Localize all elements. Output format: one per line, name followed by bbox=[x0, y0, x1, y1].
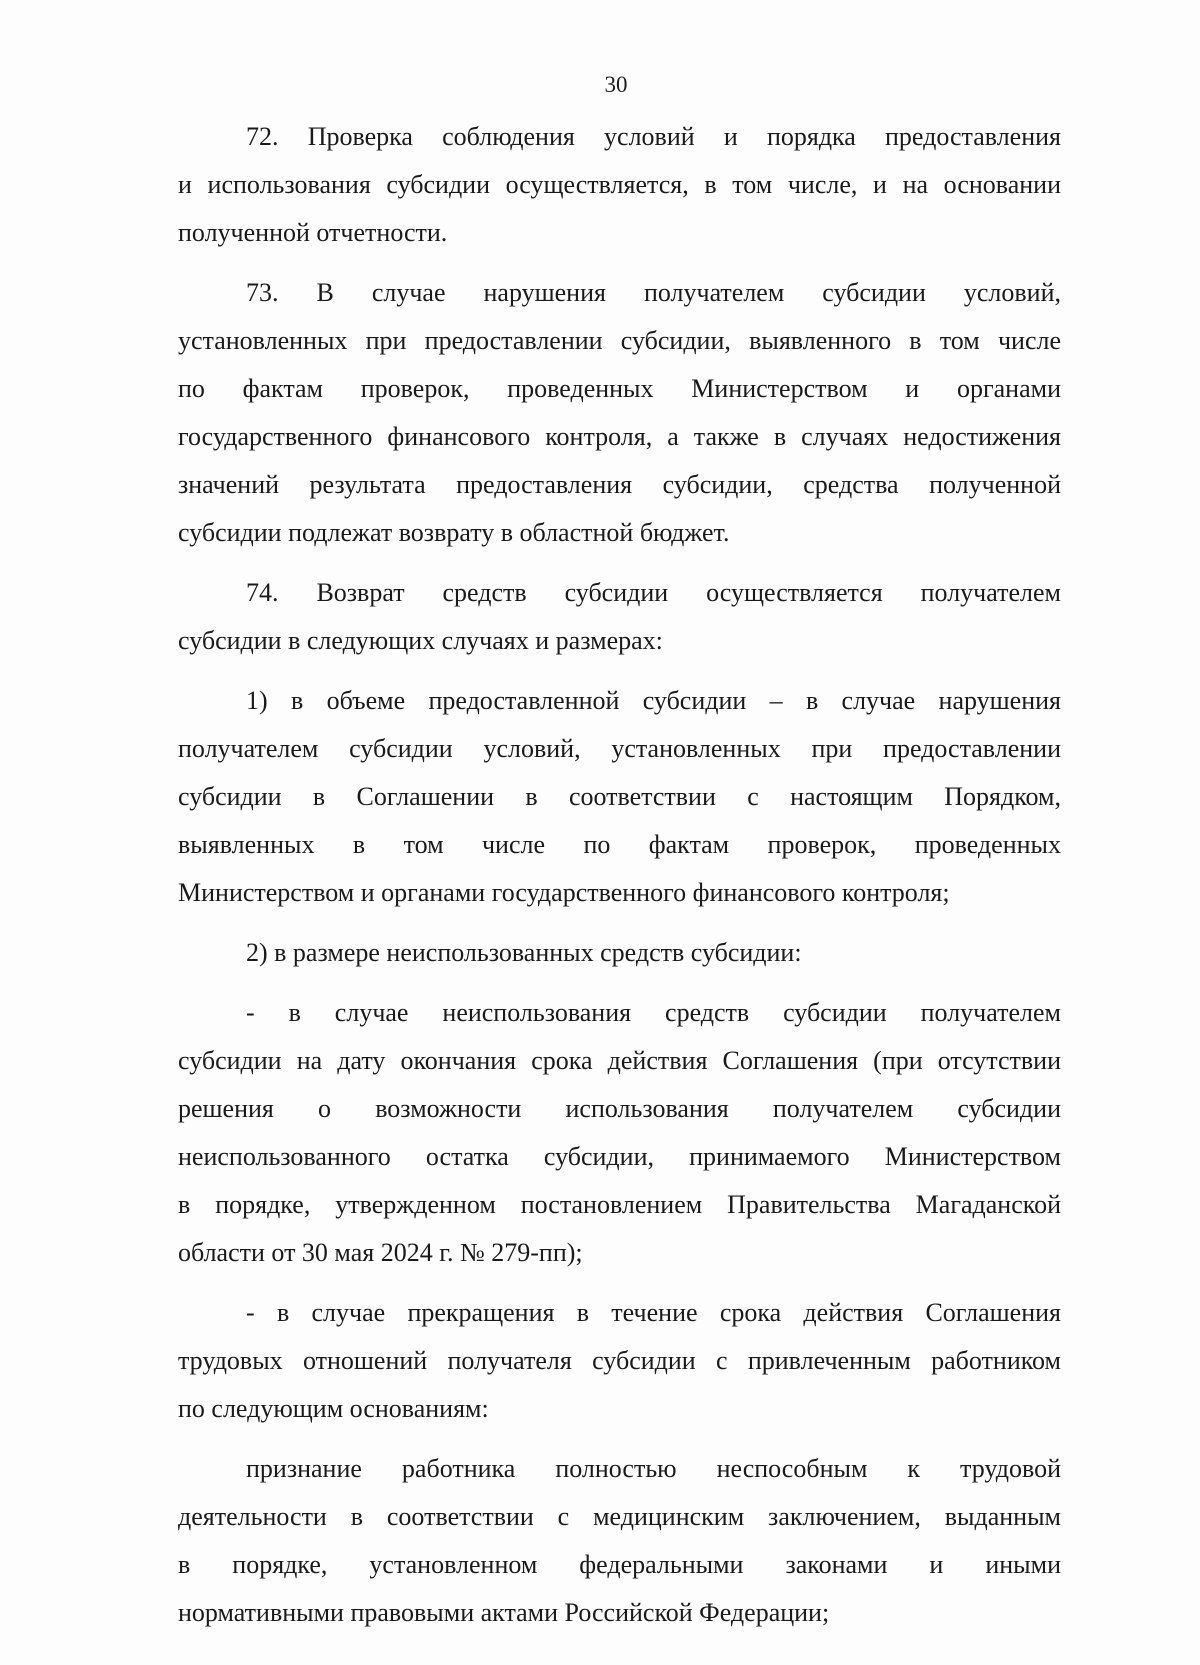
text-line: субсидии на дату окончания срока действия Соглашения (при отсутствии bbox=[178, 1046, 1061, 1075]
paragraph-74-item-1 bbox=[178, 677, 1061, 917]
text-line: нормативными правовыми актами Российской Федерации; bbox=[178, 1598, 830, 1627]
paragraph-73 bbox=[178, 269, 1061, 557]
paragraph-grounds-item-1 bbox=[178, 1445, 1061, 1637]
text-line: государственного финансового контроля, а также в случаях недостижения bbox=[178, 422, 1061, 451]
text-line: - в случае неиспользования средств субсидии получателем bbox=[246, 998, 1061, 1027]
text-line: 74. Возврат средств субсидии осуществляется получателем bbox=[246, 578, 1061, 607]
text-line: субсидии в Соглашении в соответствии с настоящим Порядком, bbox=[178, 782, 1061, 811]
text-line: выявленных в том числе по фактам проверок, проведенных bbox=[178, 830, 1061, 859]
text-line: трудовых отношений получателя субсидии с привлеченным работником bbox=[178, 1346, 1061, 1375]
text-line: по фактам проверок, проведенных Министерством и органами bbox=[178, 374, 1061, 403]
text-line: установленных при предоставлении субсидии, выявленного в том числе bbox=[178, 326, 1061, 355]
text-line: в порядке, установленном федеральными законами и иными bbox=[178, 1550, 1061, 1579]
text-line: - в случае прекращения в течение срока действия Соглашения bbox=[246, 1298, 1061, 1327]
paragraph-74-item-2-dash-1 bbox=[178, 989, 1061, 1277]
text-line: неиспользованного остатка субсидии, принимаемого Министерством bbox=[178, 1142, 1061, 1171]
page-number: 30 bbox=[604, 72, 628, 97]
text-line: и использования субсидии осуществляется, в том числе, и на основании bbox=[178, 170, 1061, 199]
document-body bbox=[178, 113, 1061, 1637]
text-line: признание работника полностью неспособным к трудовой bbox=[246, 1454, 1061, 1483]
text-line: в порядке, утвержденном постановлением Правительства Магаданской bbox=[178, 1190, 1061, 1219]
paragraph-74-item-2 bbox=[178, 929, 1061, 977]
text-line: субсидии в следующих случаях и размерах: bbox=[178, 626, 663, 655]
text-line: получателем субсидии условий, установленных при предоставлении bbox=[178, 734, 1061, 763]
text-line: решения о возможности использования получателем субсидии bbox=[178, 1094, 1061, 1123]
paragraph-74 bbox=[178, 569, 1061, 665]
text-line: полученной отчетности. bbox=[178, 218, 448, 247]
text-line: 73. В случае нарушения получателем субсидии условий, bbox=[246, 278, 1061, 307]
text-line: значений результата предоставления субсидии, средства полученной bbox=[178, 470, 1061, 499]
text-line: 2) в размере неиспользованных средств субсидии: bbox=[246, 938, 802, 967]
paragraph-74-item-2-dash-2 bbox=[178, 1289, 1061, 1433]
text-line: 72. Проверка соблюдения условий и порядка предоставления bbox=[246, 122, 1061, 151]
paragraph-72 bbox=[178, 113, 1061, 257]
text-line: деятельности в соответствии с медицинским заключением, выданным bbox=[178, 1502, 1061, 1531]
text-line: области от 30 мая 2024 г. № 279-пп); bbox=[178, 1238, 583, 1267]
text-line: субсидии подлежат возврату в областной бюджет. bbox=[178, 518, 730, 547]
text-line: по следующим основаниям: bbox=[178, 1394, 489, 1423]
text-line: Министерством и органами государственного финансового контроля; bbox=[178, 878, 950, 907]
text-line: 1) в объеме предоставленной субсидии – в случае нарушения bbox=[246, 686, 1061, 715]
